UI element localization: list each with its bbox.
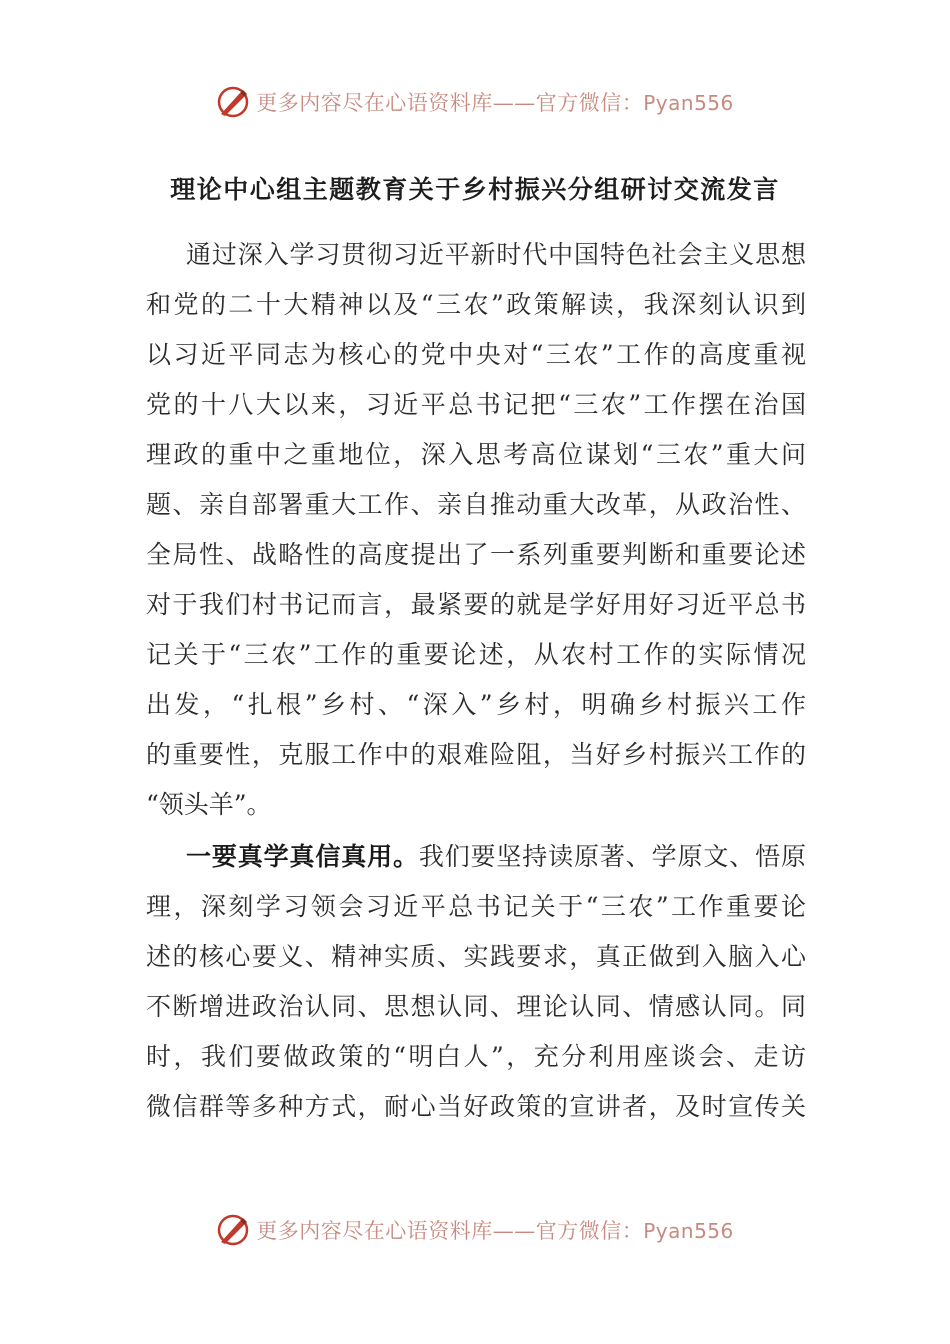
watermark-banner-top bbox=[0, 82, 950, 122]
paragraph-2 bbox=[146, 832, 806, 1132]
pen-circle-logo-icon bbox=[216, 85, 250, 119]
text-line: 述的核心要义、精神实质、实践要求，真正做到入脑入心 bbox=[146, 942, 806, 971]
text-line: 以习近平同志为核心的党中央对“三农”工作的高度重视 bbox=[146, 340, 806, 369]
document-title: 理论中心组主题教育关于乡村振兴分组研讨交流发言 bbox=[170, 175, 780, 204]
text-line: 对于我们村书记而言，最紧要的就是学好用好习近平总书 bbox=[146, 590, 806, 619]
text-line: 微信群等多种方式，耐心当好政策的宣讲者，及时宣传关 bbox=[146, 1092, 806, 1121]
text-line: 时，我们要做政策的“明白人”，充分利用座谈会、走访 bbox=[146, 1042, 806, 1071]
paragraph-1 bbox=[146, 230, 806, 830]
text-line: “领头羊”。 bbox=[146, 790, 272, 819]
text-line: 全局性、战略性的高度提出了一系列重要判断和重要论述 bbox=[146, 540, 806, 569]
text-line: 不断增进政治认同、思想认同、理论认同、情感认同。同 bbox=[146, 992, 806, 1021]
text-line: 理，深刻学习领会习近平总书记关于“三农”工作重要论 bbox=[146, 892, 806, 921]
text-line: 记关于“三农”工作的重要论述，从农村工作的实际情况 bbox=[146, 640, 806, 669]
text-line: 的重要性，克服工作中的艰难险阻，当好乡村振兴工作的 bbox=[146, 740, 806, 769]
paragraph-text: 我们要坚持读原著、学原文、悟原 bbox=[418, 842, 806, 871]
text-line: 出发，“扎根”乡村、“深入”乡村，明确乡村振兴工作 bbox=[146, 690, 806, 719]
watermark-text: 更多内容尽在心语资料库——官方微信：Pyan556 bbox=[256, 1219, 734, 1243]
text-line: 通过深入学习贯彻习近平新时代中国特色社会主义思想 bbox=[186, 240, 806, 269]
text-line: 党的十八大以来，习近平总书记把“三农”工作摆在治国 bbox=[146, 390, 806, 419]
text-line bbox=[146, 832, 806, 882]
pen-circle-logo-icon bbox=[216, 1213, 250, 1247]
text-line: 题、亲自部署重大工作、亲自推动重大改革，从政治性、 bbox=[146, 490, 806, 519]
text-line: 和党的二十大精神以及“三农”政策解读，我深刻认识到 bbox=[146, 290, 806, 319]
watermark-banner-bottom bbox=[0, 1210, 950, 1250]
text-line: 理政的重中之重地位，深入思考高位谋划“三农”重大问 bbox=[146, 440, 806, 469]
watermark-text: 更多内容尽在心语资料库——官方微信：Pyan556 bbox=[256, 91, 734, 115]
paragraph-heading: 一要真学真信真用。 bbox=[186, 842, 419, 871]
